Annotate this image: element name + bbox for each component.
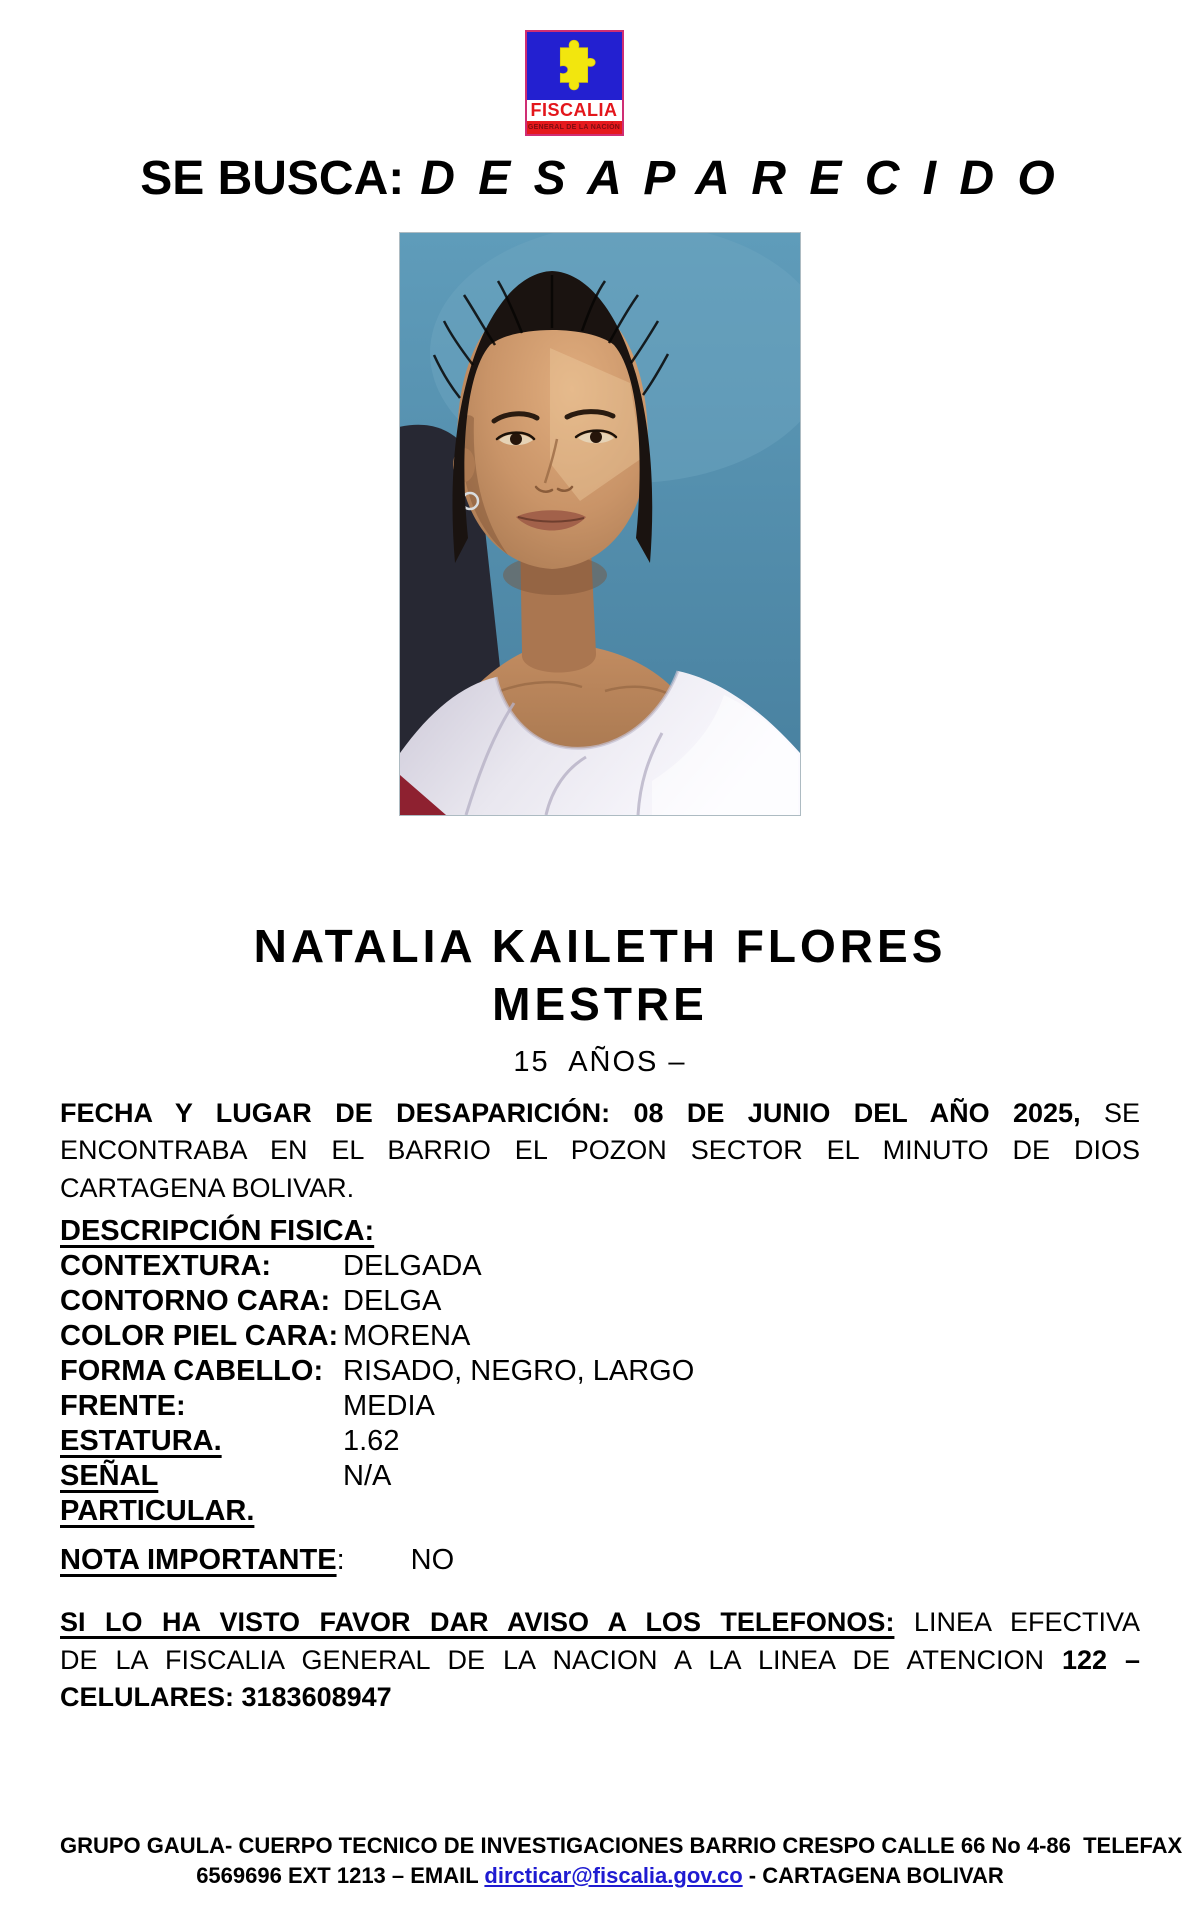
field-value: MORENA xyxy=(343,1319,471,1352)
note-value: NO xyxy=(410,1543,455,1576)
field-label: ESTATURA. xyxy=(60,1424,222,1457)
incident-paragraph xyxy=(60,1095,1140,1208)
missing-person-photo xyxy=(399,232,801,816)
field-row-estatura xyxy=(60,1424,1140,1459)
footer-line2-post: - CARTAGENA BOLIVAR xyxy=(742,1862,1004,1888)
field-value: DELGA xyxy=(343,1284,442,1317)
logo-row xyxy=(60,30,1140,136)
footer xyxy=(60,1831,1183,1890)
contact-line2 xyxy=(60,1642,1140,1680)
field-value: RISADO, NEGRO, LARGO xyxy=(343,1354,695,1387)
footer-line1: GRUPO GAULA- CUERPO TECNICO DE INVESTIGACIONES BARRIO CRESPO CALLE 66 No 4-86 TELEFAX xyxy=(60,1833,1183,1859)
field-label: CONTEXTURA: xyxy=(60,1249,272,1282)
contact-line3: CELULARES: 3183608947 xyxy=(60,1682,392,1713)
headline xyxy=(60,150,1140,208)
field-row-contorno-cara xyxy=(60,1284,1140,1319)
important-note-row xyxy=(60,1543,1140,1578)
headline-prefix: SE BUSCA: xyxy=(140,152,405,205)
headline-desaparecido: D E S A P A R E C I D O xyxy=(420,152,1060,205)
field-label: SEÑAL PARTICULAR. xyxy=(60,1459,255,1527)
footer-line2-pre: 6569696 EXT 1213 – EMAIL xyxy=(196,1862,485,1888)
contact-line2-text: DE LA FISCALIA GENERAL DE LA NACION A LA LINEA DE ATENCION xyxy=(60,1644,1062,1675)
field-row-frente xyxy=(60,1389,1140,1424)
incident-line1-rest: SE xyxy=(1080,1097,1140,1128)
incident-line1-bold: FECHA Y LUGAR DE DESAPARICIÓN: 08 DE JUNIO DEL AÑO 2025, xyxy=(60,1097,1081,1128)
incident-line2: ENCONTRABA EN EL BARRIO EL POZON SECTOR EL MINUTO DE DIOS xyxy=(60,1135,1140,1166)
contact-paragraph xyxy=(60,1604,1140,1717)
person-name-line1: NATALIA KAILETH FLORES xyxy=(253,919,947,972)
contact-line1-rest: LINEA EFECTIVA xyxy=(894,1606,1140,1637)
fiscalia-logo xyxy=(525,30,624,136)
field-value: N/A xyxy=(343,1459,392,1492)
contact-line2-bold: 122 – xyxy=(1061,1644,1140,1675)
field-value: 1.62 xyxy=(343,1424,400,1457)
field-value: DELGADA xyxy=(343,1249,482,1282)
logo-blue-field xyxy=(527,32,622,100)
puzzle-piece-icon xyxy=(533,34,615,98)
field-label: FRENTE: xyxy=(60,1389,186,1422)
incident-line3: CARTAGENA BOLIVAR. xyxy=(60,1173,355,1204)
field-label: FORMA CABELLO: xyxy=(60,1354,324,1387)
logo-fiscalia-label: FISCALIA xyxy=(527,100,622,121)
person-name-line2: MESTRE xyxy=(492,977,708,1030)
field-row-senal-particular xyxy=(60,1459,1140,1529)
person-name xyxy=(60,918,1140,1034)
person-age: 15 AÑOS – xyxy=(513,1045,687,1078)
field-label: COLOR PIEL CARA: xyxy=(60,1319,339,1352)
footer-email-link[interactable]: dircticar@fiscalia.gov.co xyxy=(484,1862,743,1888)
note-colon: : xyxy=(336,1543,345,1576)
note-label: NOTA IMPORTANTE xyxy=(60,1543,337,1576)
logo-subtitle: GENERAL DE LA NACIÓN xyxy=(527,121,622,134)
contact-line1 xyxy=(60,1604,1140,1642)
field-row-color-piel xyxy=(60,1319,1140,1354)
field-row-contextura xyxy=(60,1249,1140,1284)
field-row-forma-cabello xyxy=(60,1354,1140,1389)
footer-line2 xyxy=(60,1861,1140,1891)
description-fields xyxy=(60,1249,1140,1529)
description-heading: DESCRIPCIÓN FISICA: xyxy=(60,1214,375,1247)
field-label: CONTORNO CARA: xyxy=(60,1284,331,1317)
field-value: MEDIA xyxy=(343,1389,435,1422)
incident-line1 xyxy=(60,1095,1140,1133)
contact-line1-underlined: SI LO HA VISTO FAVOR DAR AVISO A LOS TELEFONOS: xyxy=(60,1606,895,1637)
